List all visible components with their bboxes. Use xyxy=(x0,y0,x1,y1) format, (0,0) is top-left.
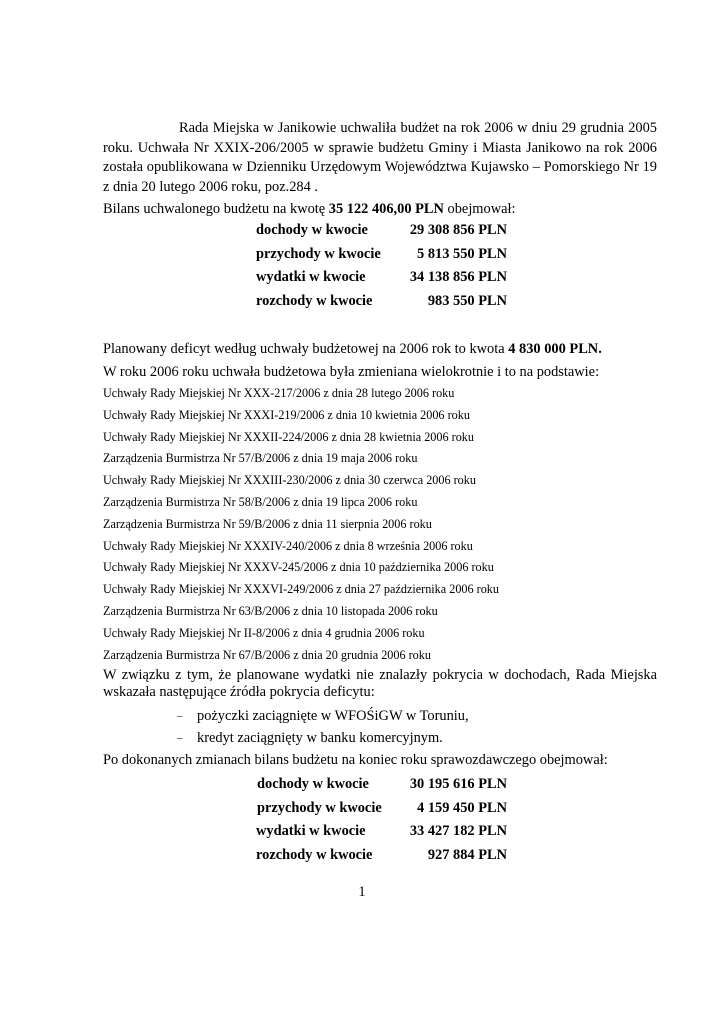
budget-label: wydatki w kwocie xyxy=(256,823,366,840)
final-budget-table xyxy=(103,773,657,867)
budget-value: 34 138 856 PLN xyxy=(409,269,507,285)
source-text: pożyczki zaciągnięte w WFOŚiGW w Toruniu, xyxy=(197,708,469,725)
initial-budget-table xyxy=(103,219,657,313)
budget-value: 5 813 550 PLN xyxy=(417,245,507,262)
budget-label: wydatki w kwocie xyxy=(256,269,366,285)
source-item xyxy=(103,705,657,727)
budget-label: przychody w kwocie xyxy=(257,799,382,816)
budget-value: 30 195 616 PLN xyxy=(409,776,507,793)
page-number: 1 xyxy=(358,884,366,900)
intro-paragraph xyxy=(103,119,657,197)
budget-label: rozchody w kwocie xyxy=(256,846,373,863)
deficit-line xyxy=(103,339,657,359)
changes-intro: W roku 2006 roku uchwała budżetowa była zmieniana wielokrotnie i to na podstawie: xyxy=(103,364,600,380)
resolution-item: Uchwały Rady Miejskiej Nr XXX-217/2006 z dnia 28 lutego 2006 roku xyxy=(103,386,455,400)
budget-row xyxy=(103,243,657,267)
source-item xyxy=(103,727,657,749)
final-intro: Po dokonanych zmianach bilans budżetu na koniec roku sprawozdawczego obejmował: xyxy=(103,752,608,769)
sources-intro: W związku z tym, że planowane wydatki nie znalazły pokrycia w dochodach, Rada Miejska wskazała następujące źródła pokrycia deficytu: xyxy=(103,667,657,700)
resolution-item: Uchwały Rady Miejskiej Nr XXXVI-249/2006 z dnia 27 października 2006 roku xyxy=(103,582,499,597)
budget-value: 983 550 PLN xyxy=(427,292,507,309)
balance-intro xyxy=(103,199,657,219)
budget-label: dochody w kwocie xyxy=(256,222,368,238)
budget-row xyxy=(103,820,657,844)
resolution-item: Zarządzenia Burmistrza Nr 59/B/2006 z dnia 11 sierpnia 2006 roku xyxy=(103,516,432,531)
budget-row xyxy=(103,219,657,243)
budget-label: przychody w kwocie xyxy=(256,245,381,262)
resolution-item: Uchwały Rady Miejskiej Nr XXXII-224/2006 z dnia 28 kwietnia 2006 roku xyxy=(103,429,474,444)
deficit-sources-list xyxy=(103,705,657,749)
document-page xyxy=(103,119,657,867)
resolution-item: Zarządzenia Burmistrza Nr 67/B/2006 z dnia 20 grudnia 2006 roku xyxy=(103,647,431,662)
intro-text: Rada Miejska w Janikowie uchwaliła budżet na rok 2006 w dniu 29 grudnia 2005 roku. Uchwała Nr XXIX-206/2005 w sprawie budżetu Gminy i Miasta Janikowo na rok 2006 została opublikowana w Dzienniku Urzędowym Województwa Kujawsko – Pomorskiego Nr 19 z dnia 20 lutego 2006 roku, poz.284 . xyxy=(103,120,657,195)
budget-row xyxy=(103,844,657,868)
balance-intro-amount: 35 122 406,00 PLN xyxy=(328,201,444,217)
budget-value: 33 427 182 PLN xyxy=(409,823,507,840)
budget-value: 4 159 450 PLN xyxy=(417,799,507,816)
resolution-item: Zarządzenia Burmistrza Nr 57/B/2006 z dnia 19 maja 2006 roku xyxy=(103,451,418,466)
deficit-prefix: Planowany deficyt według uchwały budżetowej na 2006 rok to kwota xyxy=(103,341,509,357)
resolution-item: Uchwały Rady Miejskiej Nr XXXI-219/2006 z dnia 10 kwietnia 2006 roku xyxy=(103,407,470,422)
budget-value: 29 308 856 PLN xyxy=(409,222,507,238)
resolution-item: Zarządzenia Burmistrza Nr 58/B/2006 z dnia 19 lipca 2006 roku xyxy=(103,494,418,509)
budget-row xyxy=(103,266,657,290)
resolution-item: Uchwały Rady Miejskiej Nr XXXIII-230/2006 z dnia 30 czerwca 2006 roku xyxy=(103,473,476,488)
resolution-item: Uchwały Rady Miejskiej Nr II-8/2006 z dnia 4 grudnia 2006 roku xyxy=(103,625,425,640)
balance-intro-suffix: obejmował: xyxy=(443,201,516,217)
resolutions-list xyxy=(103,383,657,666)
resolution-item: Uchwały Rady Miejskiej Nr XXXV-245/2006 z dnia 10 października 2006 roku xyxy=(103,560,494,575)
balance-intro-prefix: Bilans uchwalonego budżetu na kwotę xyxy=(103,201,329,217)
source-text: kredyt zaciągnięty w banku komercyjnym. xyxy=(197,730,443,747)
budget-row xyxy=(103,797,657,821)
budget-value: 927 884 PLN xyxy=(427,846,507,863)
budget-row xyxy=(103,773,657,797)
resolution-item: Uchwały Rady Miejskiej Nr XXXIV-240/2006 z dnia 8 września 2006 roku xyxy=(103,538,473,553)
budget-label: rozchody w kwocie xyxy=(256,292,373,309)
deficit-amount: 4 830 000 PLN. xyxy=(508,341,602,357)
budget-label: dochody w kwocie xyxy=(257,776,369,793)
dash-bullet: – xyxy=(177,732,183,745)
resolution-item: Zarządzenia Burmistrza Nr 63/B/2006 z dnia 10 listopada 2006 roku xyxy=(103,603,438,618)
dash-bullet: – xyxy=(177,710,183,723)
budget-row xyxy=(103,290,657,314)
